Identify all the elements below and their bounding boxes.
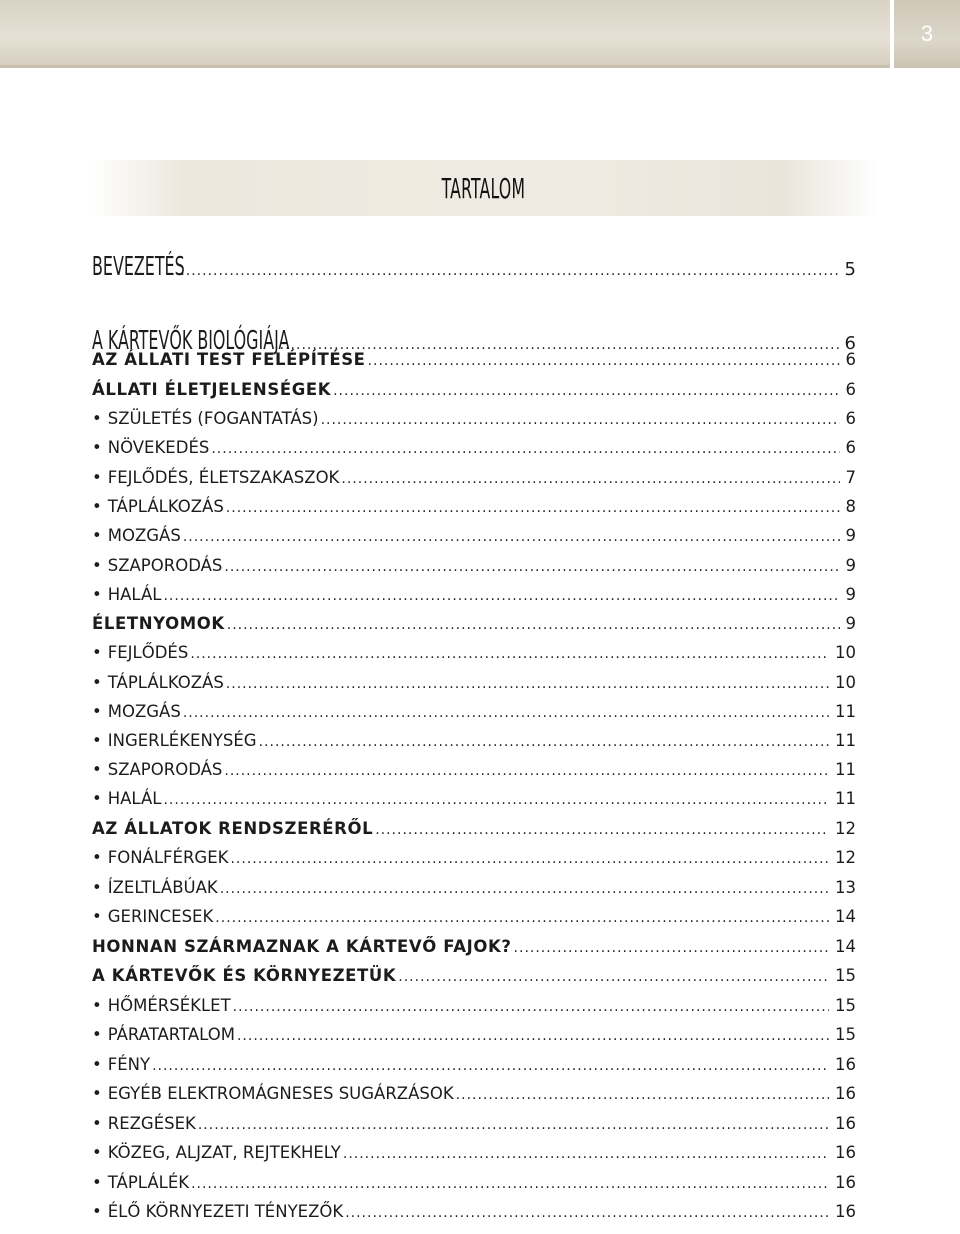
- dot-leader: [375, 822, 829, 838]
- toc-entry-label: • SZAPORODÁS: [92, 556, 222, 575]
- dot-leader: [237, 1028, 829, 1044]
- toc-entry-page: 6: [845, 409, 856, 428]
- toc-entry[interactable]: [92, 614, 856, 633]
- toc-entry-page: 11: [835, 789, 856, 808]
- toc-entry-page: 8: [845, 497, 856, 516]
- header-band: [0, 0, 890, 68]
- toc-entry-page: 15: [835, 996, 856, 1015]
- toc-entry-label: • SZAPORODÁS: [92, 760, 222, 779]
- toc-entry[interactable]: [92, 252, 856, 282]
- toc-entry-page: 12: [835, 819, 856, 838]
- toc-entry-page: 5: [844, 259, 856, 280]
- toc-entry-page: 16: [835, 1055, 856, 1074]
- toc-entry-page: 9: [845, 585, 856, 604]
- toc-entry-page: 16: [835, 1143, 856, 1162]
- toc-entry[interactable]: [92, 556, 856, 575]
- page-title: TARTALOM: [441, 171, 525, 205]
- dot-leader: [183, 705, 829, 721]
- toc-entry-label: • ÉLŐ KÖRNYEZETI TÉNYEZŐK: [92, 1202, 343, 1221]
- toc-entry-label: • ÍZELTLÁBÚAK: [92, 878, 218, 897]
- toc-entry-label: HONNAN SZÁRMAZNAK A KÁRTEVŐ FAJOK?: [92, 937, 512, 956]
- toc-entry-label: • MOZGÁS: [92, 702, 181, 721]
- dot-leader: [345, 1205, 829, 1221]
- dot-leader: [163, 588, 839, 604]
- dot-leader: [220, 881, 829, 897]
- toc-entry-page: 12: [835, 848, 856, 867]
- toc-entry-page: 15: [835, 966, 856, 985]
- toc-entry[interactable]: [92, 526, 856, 545]
- toc-entry-page: 6: [845, 350, 856, 369]
- toc-entry-page: 9: [845, 526, 856, 545]
- toc-entry[interactable]: [92, 819, 856, 838]
- toc-entry-page: 10: [835, 643, 856, 662]
- toc-entry[interactable]: [92, 585, 856, 604]
- dot-leader: [233, 999, 829, 1015]
- toc-entry-label: • SZÜLETÉS (FOGANTATÁS): [92, 409, 319, 428]
- toc-entry-label: • MOZGÁS: [92, 526, 181, 545]
- toc-entry-label: • HALÁL: [92, 789, 161, 808]
- toc-entry-label: • FONÁLFÉRGEK: [92, 848, 228, 867]
- dot-leader: [215, 910, 829, 926]
- dot-leader: [333, 383, 839, 399]
- dot-leader: [398, 969, 829, 985]
- toc-entry-label: AZ ÁLLATOK RENDSZERÉRŐL: [92, 819, 374, 838]
- toc-entry-page: 15: [835, 1025, 856, 1044]
- toc-entry-page: 6: [845, 380, 856, 399]
- toc-entry[interactable]: [92, 1025, 856, 1044]
- toc-entry[interactable]: [92, 1084, 856, 1103]
- toc-entry[interactable]: [92, 497, 856, 516]
- toc-entry-label: • FEJLŐDÉS: [92, 643, 188, 662]
- toc-entry-label: ÁLLATI ÉLETJELENSÉGEK: [92, 380, 332, 399]
- toc-entry-label: • NÖVEKEDÉS: [92, 438, 209, 457]
- toc-entry-page: 16: [835, 1173, 856, 1192]
- dot-leader: [183, 529, 840, 545]
- toc-entry-label: A KÁRTEVŐK BIOLÓGIÁJA: [92, 326, 290, 356]
- toc-entry-page: 14: [835, 937, 856, 956]
- toc-entry[interactable]: [92, 1114, 856, 1133]
- dot-leader: [343, 1146, 829, 1162]
- toc-entry-page: 16: [835, 1114, 856, 1133]
- toc-entry[interactable]: [92, 996, 856, 1015]
- dot-leader: [230, 851, 829, 867]
- toc-entry-label: • FÉNY: [92, 1055, 150, 1074]
- page-number-box: [894, 0, 960, 68]
- toc-entry-label: • EGYÉB ELEKTROMÁGNESES SUGÁRZÁSOK: [92, 1084, 454, 1103]
- dot-leader: [190, 646, 829, 662]
- toc-entry-page: 14: [835, 907, 856, 926]
- dot-leader: [341, 471, 839, 487]
- page-number: 3: [920, 21, 934, 46]
- toc-entry-page: 16: [835, 1202, 856, 1221]
- toc-entry[interactable]: [92, 468, 856, 487]
- toc-entry-label: • PÁRATARTALOM: [92, 1025, 235, 1044]
- toc-entry-label: • TÁPLÁLKOZÁS: [92, 497, 224, 516]
- toc-entry[interactable]: [92, 438, 856, 457]
- toc-entry-label: AZ ÁLLATI TEST FELÉPÍTÉSE: [92, 350, 366, 369]
- toc-entry-label: • GERINCESEK: [92, 907, 213, 926]
- dot-leader: [163, 792, 829, 808]
- toc-entry-page: 16: [835, 1084, 856, 1103]
- toc-entry[interactable]: [92, 731, 856, 750]
- toc-entry-page: 11: [835, 760, 856, 779]
- dot-leader: [224, 763, 829, 779]
- toc-entry[interactable]: [92, 643, 856, 662]
- dot-leader: [211, 441, 839, 457]
- toc-entry[interactable]: [92, 760, 856, 779]
- toc-entry[interactable]: [92, 966, 856, 985]
- dot-leader: [198, 1117, 829, 1133]
- toc-entry-label: • REZGÉSEK: [92, 1114, 196, 1133]
- toc-entry-page: 6: [844, 333, 856, 354]
- toc-entry[interactable]: [92, 848, 856, 867]
- dot-leader: [514, 940, 829, 956]
- toc-entry[interactable]: [92, 789, 856, 808]
- dot-leader: [368, 353, 840, 369]
- toc-entry-page: 11: [835, 702, 856, 721]
- toc-entry-page: 6: [845, 438, 856, 457]
- toc-entry[interactable]: [92, 1202, 856, 1221]
- toc-entry[interactable]: [92, 409, 856, 428]
- toc-entry[interactable]: [92, 350, 856, 369]
- toc-entry[interactable]: [92, 1055, 856, 1074]
- dot-leader: [180, 263, 838, 279]
- dot-leader: [321, 412, 840, 428]
- toc-entry[interactable]: [92, 1143, 856, 1162]
- toc-entry-page: 9: [845, 556, 856, 575]
- toc-entry-page: 10: [835, 673, 856, 692]
- toc-entry[interactable]: [92, 937, 856, 956]
- dot-leader: [224, 559, 839, 575]
- toc-entry[interactable]: [92, 702, 856, 721]
- toc-entry-page: 7: [845, 468, 856, 487]
- toc-entry-label: ÉLETNYOMOK: [92, 614, 225, 633]
- toc-entry[interactable]: [92, 673, 856, 692]
- toc-entry-label: • TÁPLÁLÉK: [92, 1173, 189, 1192]
- toc-entry[interactable]: [92, 1173, 856, 1192]
- toc-entry-label: • HŐMÉRSÉKLET: [92, 996, 231, 1015]
- toc-entry[interactable]: [92, 380, 856, 399]
- toc-entry-page: 13: [835, 878, 856, 897]
- dot-leader: [152, 1058, 829, 1074]
- dot-leader: [259, 734, 829, 750]
- dot-leader: [227, 617, 840, 633]
- toc-entry[interactable]: [92, 907, 856, 926]
- toc-entry-page: 9: [845, 614, 856, 633]
- dot-leader: [191, 1176, 829, 1192]
- toc-entry-label: A KÁRTEVŐK ÉS KÖRNYEZETÜK: [92, 966, 397, 985]
- toc-entry-page: 11: [835, 731, 856, 750]
- toc-entry-label: • INGERLÉKENYSÉG: [92, 731, 257, 750]
- toc-entry-label: BEVEZETÉS: [92, 252, 185, 282]
- toc-entry-label: • TÁPLÁLKOZÁS: [92, 673, 224, 692]
- toc-entry-label: • KÖZEG, ALJZAT, REJTEKHELY: [92, 1143, 341, 1162]
- title-band: [88, 160, 878, 216]
- toc-entry-label: • HALÁL: [92, 585, 161, 604]
- dot-leader: [456, 1087, 829, 1103]
- toc-entry-label: • FEJLŐDÉS, ÉLETSZAKASZOK: [92, 468, 339, 487]
- dot-leader: [226, 676, 829, 692]
- dot-leader: [226, 500, 840, 516]
- toc-entry[interactable]: [92, 878, 856, 897]
